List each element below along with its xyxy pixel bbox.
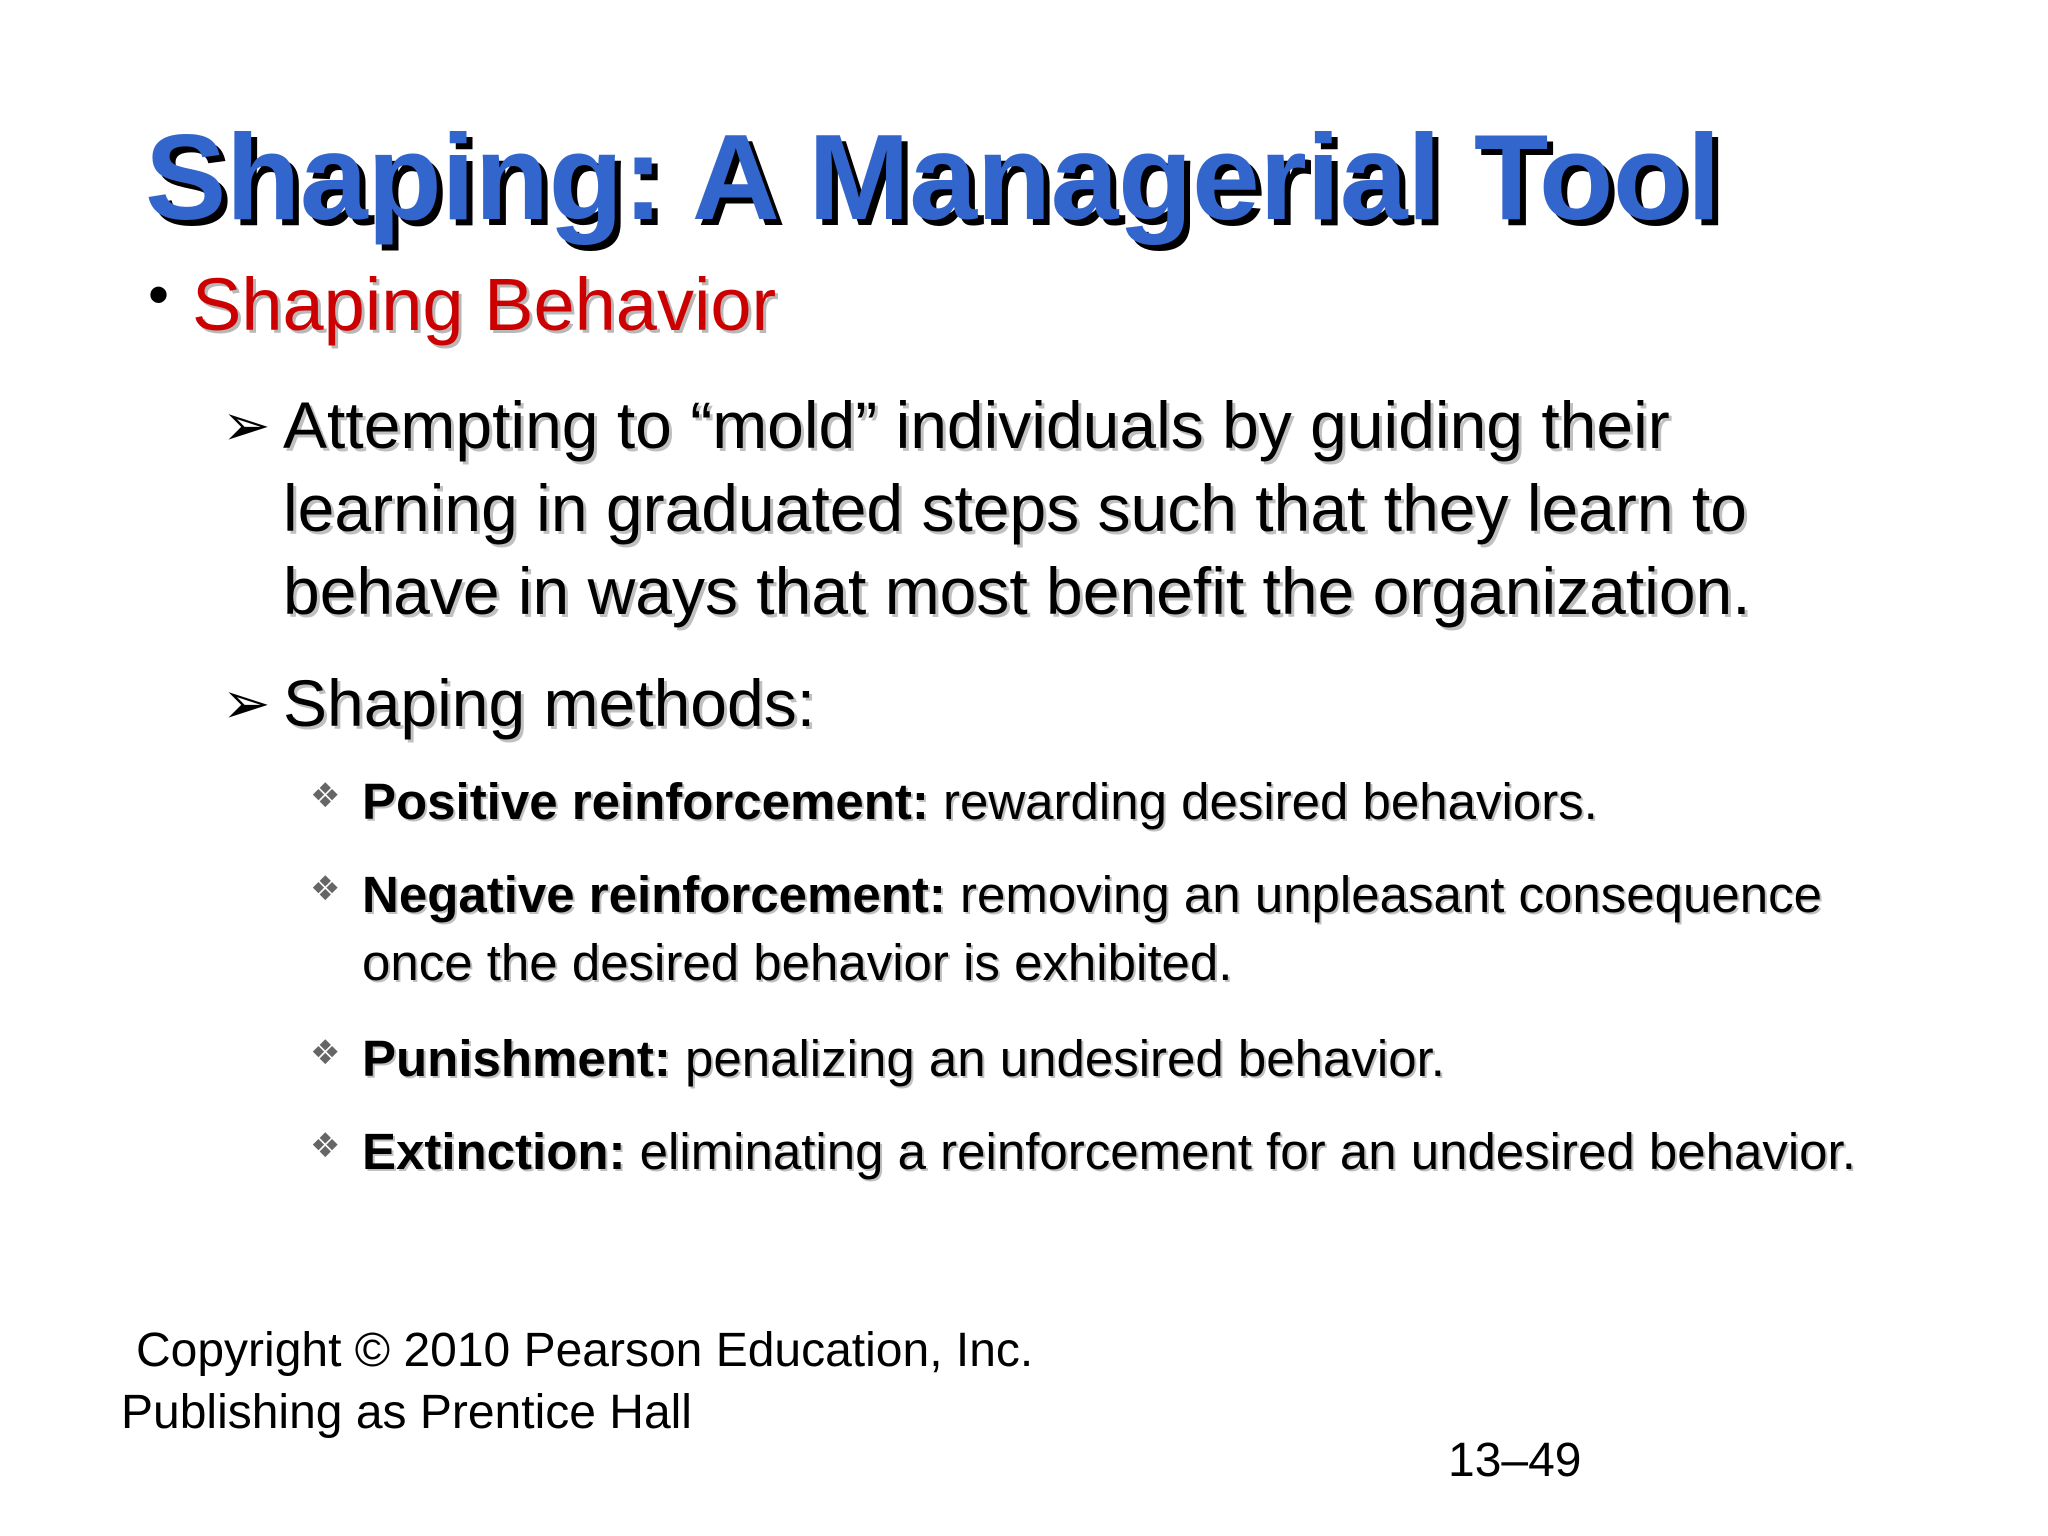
- diamond-bullet-icon: ❖: [310, 870, 341, 908]
- method-item-extinction: [310, 1118, 1872, 1186]
- page-number: 13–49: [1448, 1434, 1582, 1487]
- diamond-bullet-icon: ❖: [310, 777, 341, 815]
- method-text: [362, 768, 1872, 836]
- point-text: Attempting to “mold” individuals by guiding their learning in graduated steps such that they learn to behave in ways that most benefit the organization.: [283, 388, 1751, 628]
- section-heading: Shaping Behavior: [192, 263, 777, 346]
- method-item-negative-reinforcement: [310, 861, 1872, 997]
- method-term: Positive reinforcement:: [362, 773, 929, 830]
- method-definition: eliminating a reinforcement for an undesired behavior.: [625, 1123, 1856, 1180]
- arrow-bullet-icon: ➢: [222, 671, 271, 736]
- method-text: [362, 861, 1872, 997]
- copyright-text: Copyright © 2010 Pearson Education, Inc.: [136, 1324, 1034, 1377]
- method-term: Negative reinforcement:: [362, 866, 946, 923]
- point-definition: [222, 384, 1863, 633]
- point-text: Shaping methods:: [283, 666, 816, 740]
- arrow-bullet-icon: ➢: [222, 393, 271, 458]
- publisher-text: Publishing as Prentice Hall: [121, 1386, 692, 1439]
- method-definition: rewarding desired behaviors.: [928, 773, 1598, 830]
- method-term: Punishment:: [362, 1030, 671, 1087]
- diamond-bullet-icon: ❖: [310, 1127, 341, 1165]
- method-text: [362, 1118, 1872, 1186]
- method-item-positive-reinforcement: [310, 768, 1872, 836]
- slide-title: Shaping: A Managerial Tool: [145, 109, 1721, 245]
- method-term: Extinction:: [362, 1123, 626, 1180]
- method-definition: penalizing an undesired behavior.: [670, 1030, 1445, 1087]
- method-item-punishment: [310, 1025, 1872, 1093]
- method-definition: removing an unpleasant consequence once the desired behavior is exhibited.: [362, 866, 1822, 991]
- method-text: [362, 1025, 1872, 1093]
- copyright-footer: [121, 1320, 1033, 1444]
- bullet-dot-icon: •: [148, 261, 170, 328]
- diamond-bullet-icon: ❖: [310, 1034, 341, 1072]
- point-methods: [222, 662, 1863, 745]
